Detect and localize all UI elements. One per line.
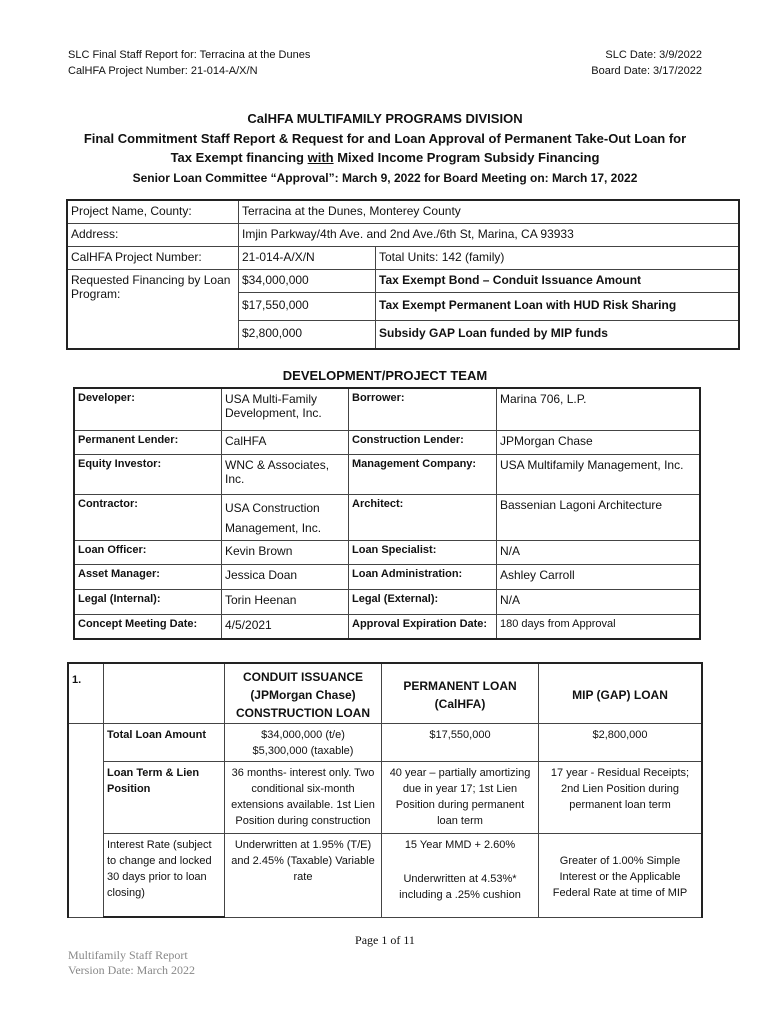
- address-value: Imjin Parkway/4th Ave. and 2nd Ave./6th St, Marina, CA 93933: [239, 224, 740, 247]
- col-mip: MIP (GAP) LOAN: [539, 663, 703, 723]
- rate-conduit: Underwritten at 1.95% (T/E) and 2.45% (Taxable) Variable rate: [225, 833, 382, 917]
- rate-perm-index: 15 Year MMD + 2.60%: [404, 838, 516, 851]
- title-block: [40, 109, 730, 188]
- project-name-label: Project Name, County:: [67, 200, 239, 224]
- rate-perm-underwritten: Underwritten at 4.53%* including a .25% cushion: [399, 872, 521, 901]
- title-part: Mixed Income Program Subsidy Financing: [333, 150, 600, 165]
- term-perm: 40 year – partially amortizing due in year 17; 1st Lien Position during permanent loan term: [382, 761, 539, 833]
- team-value: 180 days from Approval: [497, 614, 701, 639]
- total-perm: $17,550,000: [382, 723, 539, 761]
- footer-title: Multifamily Staff Report: [68, 948, 188, 962]
- section-number: 1.: [68, 663, 104, 723]
- financing-amount: $17,550,000: [239, 293, 376, 321]
- project-number-value: 21-014-A/X/N: [239, 247, 376, 270]
- project-name-value: Terracina at the Dunes, Monterey County: [239, 200, 740, 224]
- project-info-table: [66, 199, 740, 350]
- team-value: USA Multi-Family Development, Inc.: [222, 388, 349, 430]
- team-value: WNC & Associates, Inc.: [222, 454, 349, 494]
- term-conduit: 36 months- interest only. Two conditional six-month extensions available. 1st Lien Position during construction: [225, 761, 382, 833]
- project-number-header: CalHFA Project Number: 21-014-A/X/N: [68, 65, 258, 77]
- total-loan-label: Total Loan Amount: [104, 723, 225, 761]
- footer: [68, 948, 195, 978]
- col-permanent: PERMANENT LOAN (CalHFA): [382, 663, 539, 723]
- address-label: Address:: [67, 224, 239, 247]
- rate-perm: [382, 833, 539, 917]
- team-key: Contractor:: [74, 494, 222, 540]
- team-key: Loan Specialist:: [349, 540, 497, 564]
- team-value: USA Multifamily Management, Inc.: [497, 454, 701, 494]
- team-key: Loan Administration:: [349, 564, 497, 589]
- report-for: SLC Final Staff Report for: Terracina at the Dunes: [68, 49, 311, 61]
- team-title: DEVELOPMENT/PROJECT TEAM: [282, 368, 488, 383]
- team-key: Legal (External):: [349, 589, 497, 614]
- page-number: Page 1 of 11: [355, 933, 415, 947]
- footer-version: Version Date: March 2022: [68, 963, 195, 977]
- team-key: Legal (Internal):: [74, 589, 222, 614]
- team-key: Developer:: [74, 388, 222, 430]
- team-key: Concept Meeting Date:: [74, 614, 222, 639]
- empty-cell: [104, 663, 225, 723]
- team-value: Marina 706, L.P.: [497, 388, 701, 430]
- team-value: Ashley Carroll: [497, 564, 701, 589]
- team-key: Borrower:: [349, 388, 497, 430]
- total-conduit: [225, 723, 382, 761]
- report-title: Final Commitment Staff Report & Request for and Loan Approval of Permanent Take-Out Loan for: [83, 130, 687, 146]
- team-value: Bassenian Lagoni Architecture: [497, 494, 701, 540]
- financing-label: Requested Financing by Loan Program:: [67, 270, 239, 350]
- team-value: 4/5/2021: [222, 614, 349, 639]
- project-number-label: CalHFA Project Number:: [67, 247, 239, 270]
- rate-label: Interest Rate (subject to change and locked 30 days prior to loan closing): [107, 838, 212, 899]
- rate-mip: Greater of 1.00% Simple Interest or the Applicable Federal Rate at time of MIP: [539, 833, 703, 917]
- header-left: [68, 47, 310, 79]
- term-label: Loan Term & Lien Position: [104, 761, 225, 833]
- project-team-table: [73, 387, 701, 640]
- financing-amount: $2,800,000: [239, 321, 376, 350]
- team-value: Kevin Brown: [222, 540, 349, 564]
- total-conduit-te: $34,000,000 (t/e): [261, 728, 345, 741]
- board-date: Board Date: 3/17/2022: [591, 65, 702, 77]
- financing-amount: $34,000,000: [239, 270, 376, 293]
- title-part: Tax Exempt financing: [170, 150, 308, 165]
- team-key: Management Company:: [349, 454, 497, 494]
- rate-label-cell: [104, 833, 225, 917]
- total-units: Total Units: 142 (family): [376, 247, 740, 270]
- division-title: CalHFA MULTIFAMILY PROGRAMS DIVISION: [247, 111, 523, 126]
- header-right: [591, 47, 702, 79]
- financing-desc: Subsidy GAP Loan funded by MIP funds: [376, 321, 740, 350]
- team-key: Loan Officer:: [74, 540, 222, 564]
- team-value: N/A: [497, 589, 701, 614]
- term-mip: 17 year - Residual Receipts; 2nd Lien Position during permanent loan term: [539, 761, 703, 833]
- team-value: Jessica Doan: [222, 564, 349, 589]
- report-title-line3: [40, 148, 730, 168]
- total-conduit-taxable: $5,300,000 (taxable): [252, 744, 354, 757]
- financing-desc: Tax Exempt Bond – Conduit Issuance Amount: [376, 270, 740, 293]
- team-value: Torin Heenan: [222, 589, 349, 614]
- team-key: Permanent Lender:: [74, 430, 222, 454]
- committee-approval: Senior Loan Committee “Approval”: March 9, 2022 for Board Meeting on: March 17, 2022: [132, 170, 638, 185]
- team-key: Architect:: [349, 494, 497, 540]
- col-conduit: CONDUIT ISSUANCE (JPMorgan Chase) CONSTRUCTION LOAN: [225, 663, 382, 723]
- team-value: N/A: [497, 540, 701, 564]
- team-key: Asset Manager:: [74, 564, 222, 589]
- loan-terms-table: [67, 662, 703, 918]
- slc-date: SLC Date: 3/9/2022: [605, 49, 702, 61]
- empty-cell: [68, 723, 104, 917]
- team-key: Equity Investor:: [74, 454, 222, 494]
- total-mip: $2,800,000: [539, 723, 703, 761]
- team-key: Construction Lender:: [349, 430, 497, 454]
- team-value: JPMorgan Chase: [497, 430, 701, 454]
- team-key: Approval Expiration Date:: [349, 614, 497, 639]
- team-value: CalHFA: [222, 430, 349, 454]
- financing-desc: Tax Exempt Permanent Loan with HUD Risk Sharing: [376, 293, 740, 321]
- title-underlined: with: [307, 150, 334, 165]
- team-value: USA Construction Management, Inc.: [222, 494, 349, 540]
